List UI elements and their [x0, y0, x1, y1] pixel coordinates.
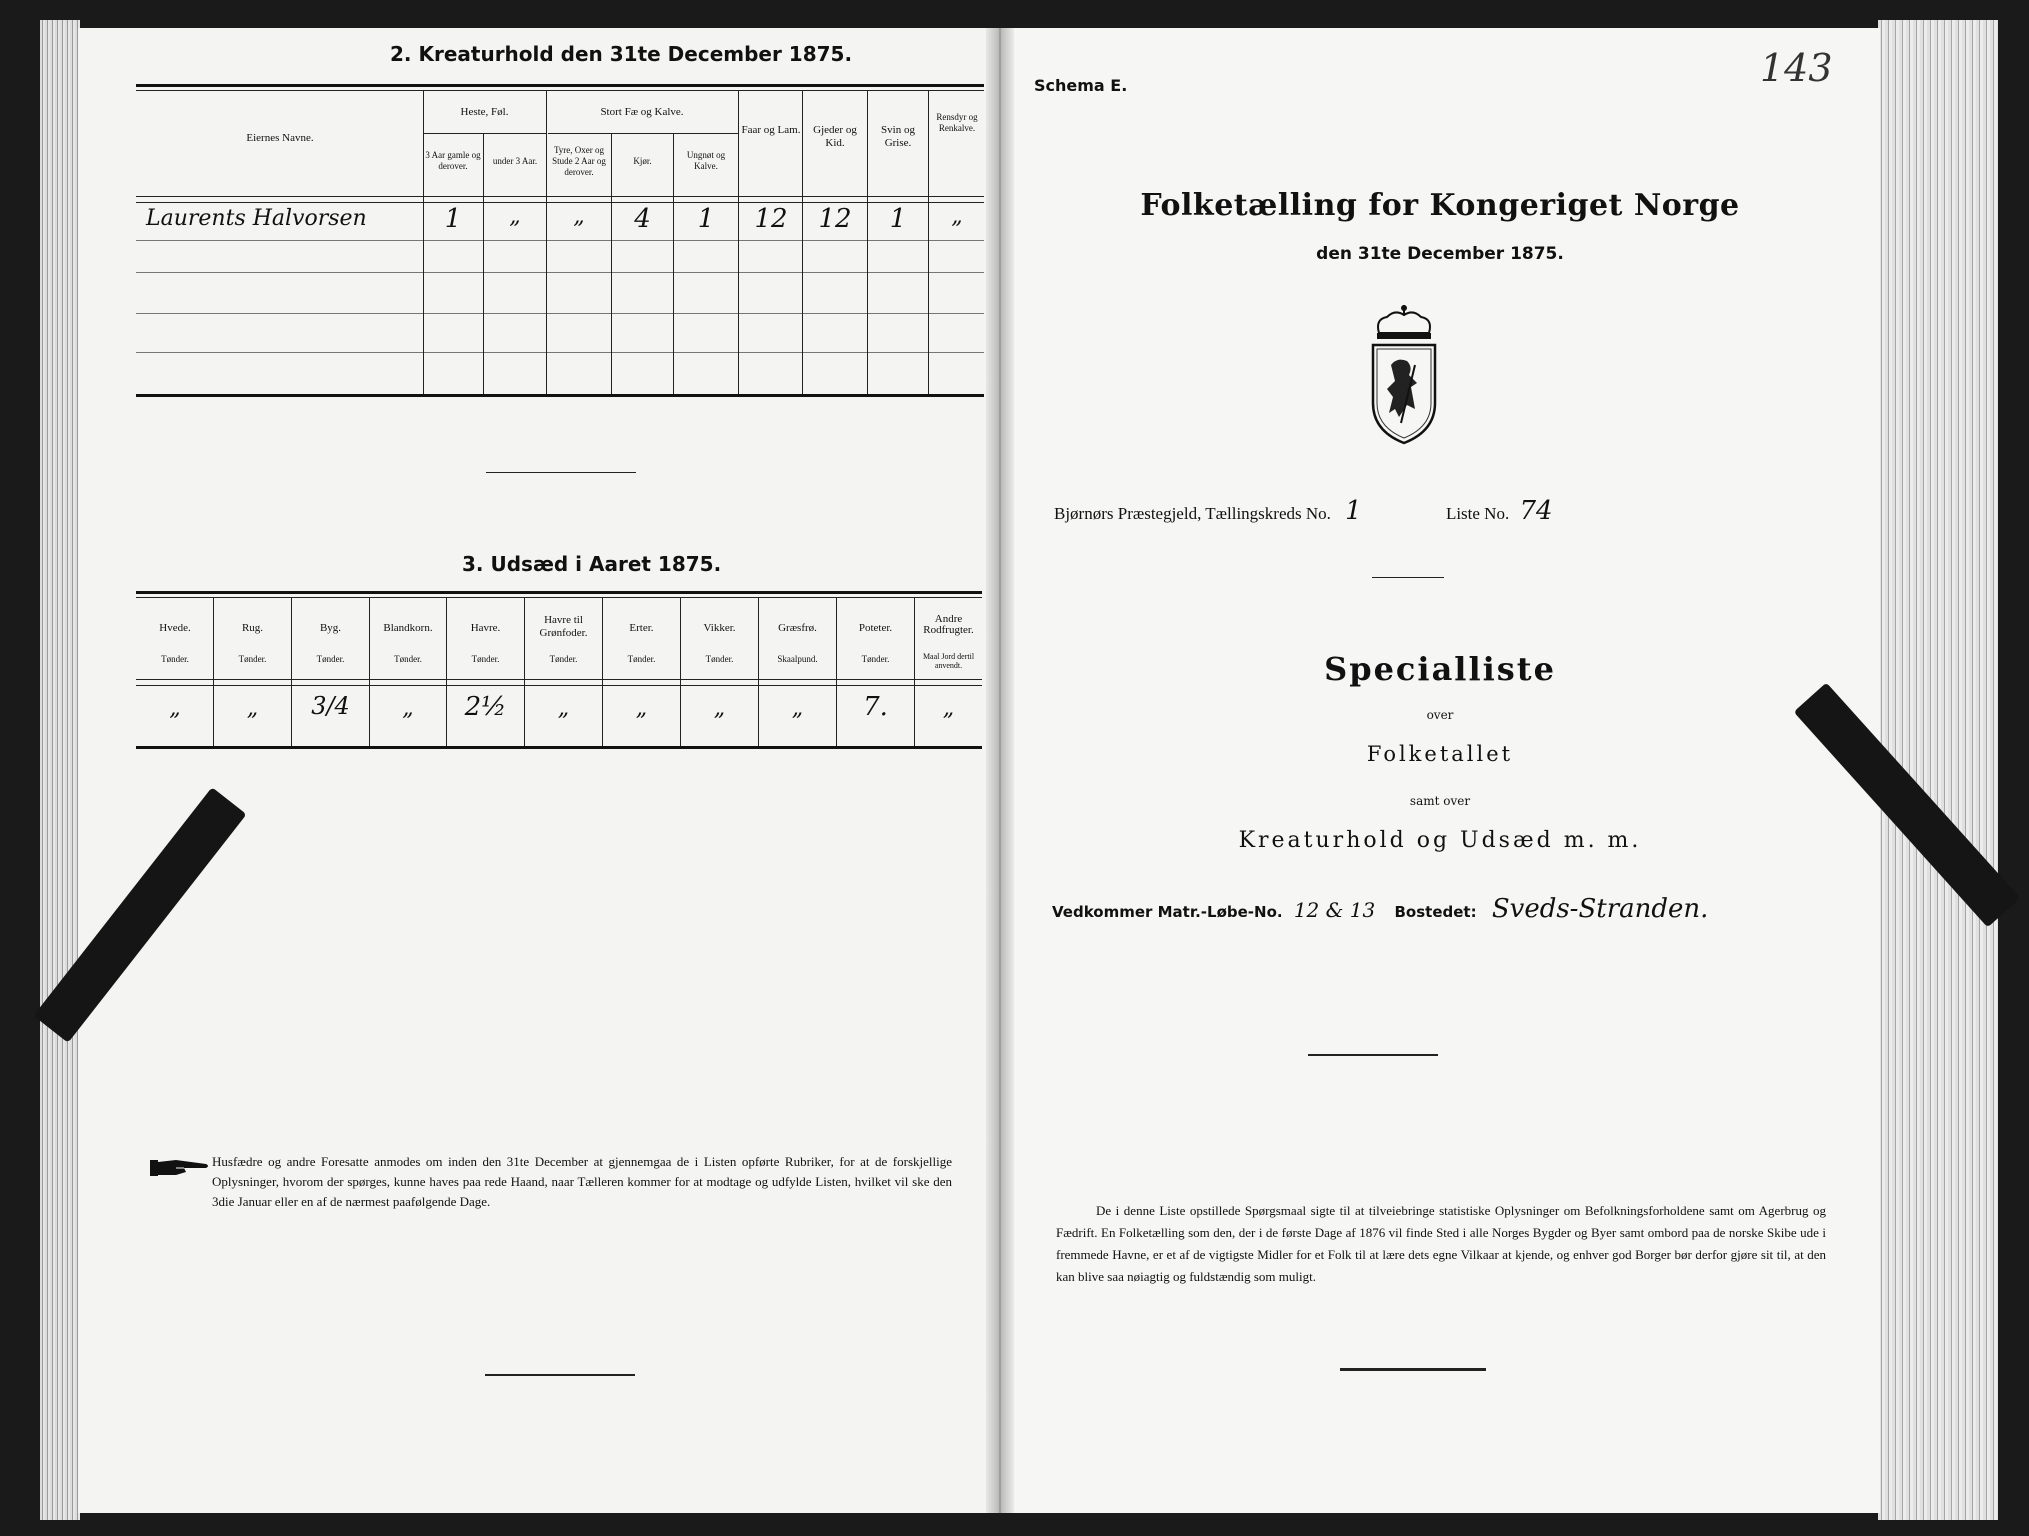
- matrikel-number: 12 & 13: [1293, 898, 1376, 922]
- seed-unit-graesfro: Skaalpund.: [777, 654, 818, 664]
- list-label: Liste No.: [1445, 504, 1510, 523]
- cell-goats: 12: [818, 204, 852, 234]
- footer-paragraph: De i denne Liste opstillede Spørgsmaal sigte til at tilveiebringe statistiske Oplysninger om Befolkningsforholdene samt om Agerbrug og Fædrift. En Folketælling som den, der i de første Dage af 1876 vil finde Sted i alle Norges Bygder og Byer samt ombord paa de norske Skibe ude i fremmede Havne, er et af de vigtigste Midler for et Folk til at lære dets egne Vilkaar at kjende, og enhver god Borger bør derfor gjøre sit til, at den kan blive saa nøiagtig og fuldstændig som muligt.: [1056, 1203, 1826, 1284]
- seed-col-havre: Havre.: [470, 622, 501, 634]
- norwegian-coat-of-arms-icon: [1365, 305, 1443, 445]
- cell-bulls: „: [573, 204, 585, 229]
- table3-title: 3. Udsæd i Aaret 1875.: [462, 552, 722, 576]
- col-horses-3yr: 3 Aar gamle og derover.: [425, 150, 481, 171]
- seed-unit-havre-gronfoder: Tønder.: [549, 654, 578, 664]
- census-title: Folketælling for Kongeriget Norge: [1140, 188, 1740, 223]
- left-page-edges: [40, 20, 80, 1520]
- seed-unit-byg: Tønder.: [316, 654, 345, 664]
- seed-val-graesfro: „: [791, 696, 804, 721]
- seed-unit-vikker: Tønder.: [705, 654, 734, 664]
- seed-unit-havre: Tønder.: [471, 654, 500, 664]
- seed-col-hvede: Hvede.: [159, 622, 191, 634]
- col-horses-under3: under 3 Aar.: [492, 156, 538, 166]
- left-page: [78, 28, 1000, 1513]
- cell-reindeer: „: [951, 204, 963, 229]
- col-young-cattle: Ungnøt og Kalve.: [686, 150, 726, 171]
- district-prefix: Bjørnørs Præstegjeld, Tællingskreds No.: [1054, 504, 1331, 523]
- seed-unit-rodfrugter: Maal Jord dertil anvendt.: [922, 652, 975, 670]
- seed-val-rug: „: [246, 696, 259, 721]
- district-number: 1: [1345, 496, 1362, 526]
- horses-group-header: Heste, Føl.: [460, 106, 509, 118]
- cell-horses-under3: „: [509, 204, 521, 229]
- seed-val-rodfrugter: „: [942, 696, 955, 721]
- col-cows: Kjør.: [633, 156, 652, 166]
- bottom-rule-right: [1340, 1368, 1486, 1371]
- seed-unit-rug: Tønder.: [238, 654, 267, 664]
- bosted-label: Bostedet:: [1394, 903, 1477, 921]
- notice-text: Husfædre og andre Foresatte anmodes om inden den 31te December at gjennemgaa de i Listen opførte Rubriker, for at de forskjellige Oplysninger, hvorom der spørges, kunne haves paa rede Haand, naar Tælleren kommer for at modtage og udfylde Listen, hvilket vil ske den 3die Januar eller en af de nærmest paafølgende Dage.: [212, 1154, 952, 1209]
- owner-name-header: Eiernes Navne.: [246, 132, 314, 144]
- seed-unit-erter: Tønder.: [627, 654, 656, 664]
- kreaturhold-label: Kreaturhold og Udsæd m. m.: [1238, 828, 1642, 853]
- short-divider-1: [1372, 577, 1444, 578]
- pointing-hand-icon: [150, 1156, 210, 1178]
- seed-val-hvede: „: [169, 696, 181, 721]
- seed-col-graesfro: Græsfrø.: [778, 622, 817, 634]
- seed-val-havre-gronfoder: „: [557, 696, 570, 721]
- seed-unit-poteter: Tønder.: [861, 654, 890, 664]
- cell-young-cattle: 1: [697, 204, 715, 234]
- bosted-value: Sveds-Stranden.: [1491, 894, 1709, 924]
- seed-val-vikker: „: [713, 696, 726, 721]
- col-reindeer: Rensdyr og Renkalve.: [936, 112, 978, 133]
- cell-sheep: 12: [754, 204, 788, 234]
- district-label: [1054, 496, 1553, 526]
- seed-col-poteter: Poteter.: [858, 622, 893, 634]
- cell-pigs: 1: [889, 204, 907, 234]
- table2-title: 2. Kreaturhold den 31te December 1875.: [390, 42, 853, 66]
- seed-col-byg: Byg.: [319, 622, 342, 634]
- matrikel-line: [1052, 894, 1708, 924]
- list-number: 74: [1519, 496, 1553, 526]
- col-sheep: Faar og Lam.: [741, 124, 801, 136]
- page-number: 143: [1760, 46, 1833, 90]
- col-pigs: Svin og Grise.: [881, 124, 915, 149]
- seed-col-rug: Rug.: [241, 622, 264, 634]
- seed-unit-hvede: Tønder.: [161, 654, 189, 664]
- owner-name-cell: Laurents Halvorsen: [146, 206, 367, 231]
- samt-over-label: samt over: [1409, 794, 1471, 808]
- seed-val-blandkorn: „: [402, 696, 414, 721]
- bottom-rule-left: [485, 1374, 635, 1376]
- seed-col-blandkorn: Blandkorn.: [383, 622, 433, 634]
- folketallet-label: Folketallet: [1366, 742, 1514, 766]
- specialliste-title: Specialliste: [1324, 650, 1556, 688]
- seed-val-havre: 2½: [464, 692, 507, 722]
- cell-cows: 4: [634, 204, 651, 234]
- seed-val-byg: 3/4: [311, 692, 350, 720]
- matrikel-label: Vedkommer Matr.-Løbe-No.: [1052, 903, 1283, 921]
- section-divider: [486, 472, 636, 473]
- col-bulls: Tyre, Oxer og Stude 2 Aar og derover.: [552, 145, 606, 177]
- over-label-1: over: [1426, 708, 1454, 722]
- seed-unit-blandkorn: Tønder.: [394, 654, 422, 664]
- seed-col-erter: Erter.: [629, 622, 654, 634]
- book-gutter: [986, 28, 1014, 1513]
- short-divider-2: [1308, 1054, 1438, 1056]
- seed-val-poteter: 7.: [863, 692, 888, 722]
- seed-col-vikker: Vikker.: [703, 622, 736, 634]
- seed-col-havre-gronfoder: Havre til Grønfoder.: [539, 614, 588, 639]
- col-goats: Gjeder og Kid.: [813, 124, 857, 149]
- cattle-group-header: Stort Fæ og Kalve.: [600, 106, 684, 118]
- seed-val-erter: „: [635, 696, 648, 721]
- schema-label: Schema E.: [1034, 76, 1128, 95]
- census-date: den 31te December 1875.: [1316, 244, 1564, 264]
- cell-horses-3yr: 1: [444, 204, 462, 234]
- seed-col-rodfrugter: Andre Rodfrugter.: [923, 613, 974, 636]
